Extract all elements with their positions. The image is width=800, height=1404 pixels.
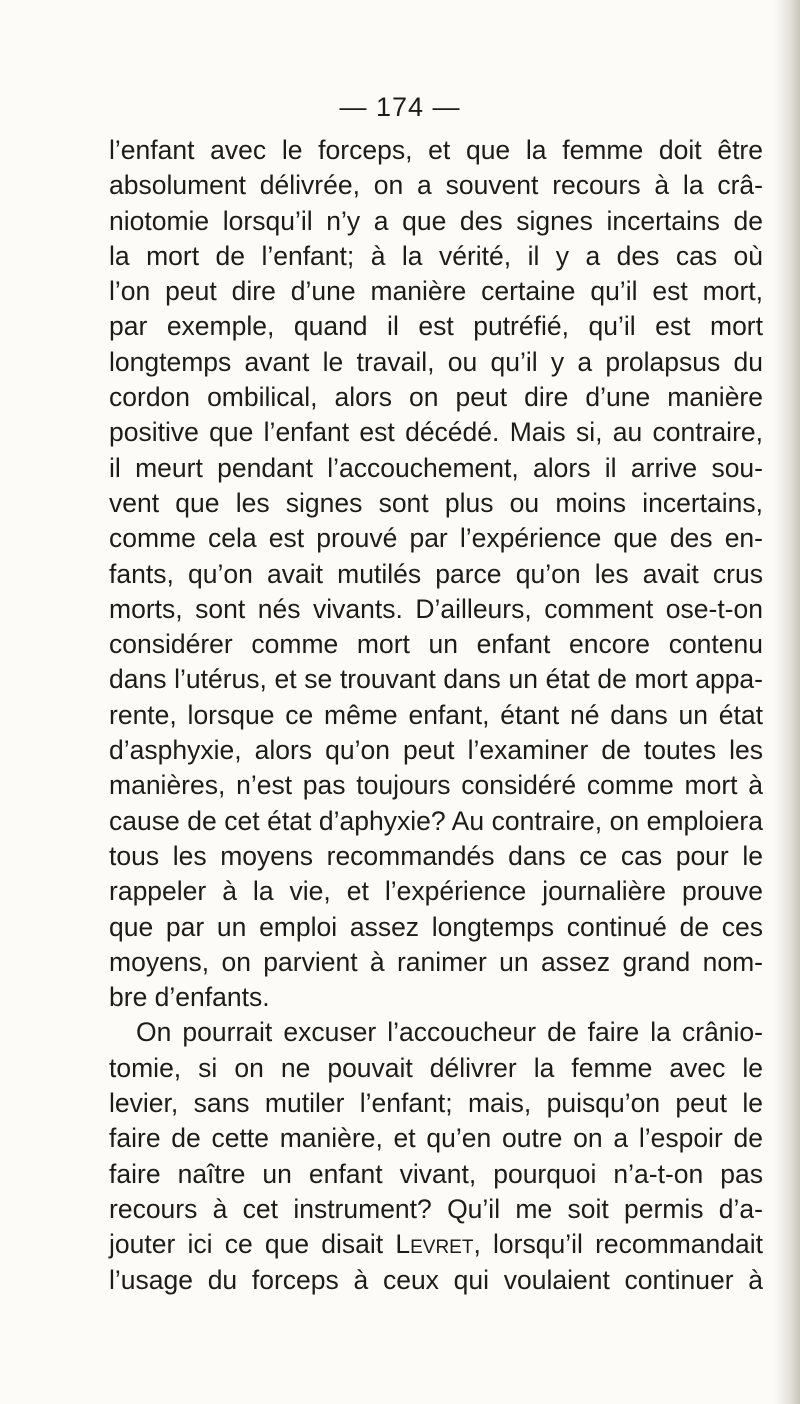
text-line: rente, lorsque ce même enfant, étant né dans un état <box>109 699 763 730</box>
text-line: que par un emploi assez longtemps continué de ces <box>109 911 763 942</box>
text-line: l’usage du forceps à ceux qui voulaient continuer à <box>109 1264 763 1295</box>
text-line: manières, n’est pas toujours considéré comme mort à <box>109 770 763 801</box>
text-line: cordon ombilical, alors on peut dire d’une manière <box>109 382 763 413</box>
text-line: par exemple, quand il est putréfié, qu’il est mort <box>109 311 763 342</box>
text-run: , lorsqu’il recommandait <box>473 1229 763 1260</box>
text-line: recours à cet instrument? Qu’il me soit permis d’a- <box>109 1193 763 1224</box>
text-line: cause de cet état d’aphyxie? Au contraire, on emploiera <box>109 805 763 836</box>
text-line: vent que les signes sont plus ou moins incertains, <box>109 487 763 518</box>
paragraph <box>109 133 763 1015</box>
author-name: Levret <box>395 1229 474 1260</box>
text-line: fants, qu’on avait mutilés parce qu’on les avait crus <box>109 558 763 589</box>
text-line: moyens, on parvient à ranimer un assez grand nom- <box>109 946 763 977</box>
text-line: la mort de l’enfant; à la vérité, il y a des cas où <box>109 240 763 271</box>
text-line: l’enfant avec le forceps, et que la femme doit être <box>109 135 763 165</box>
body-text <box>109 133 763 1298</box>
paragraph <box>109 1015 763 1297</box>
text-line: faire naître un enfant vivant, pourquoi n’a-t-on pas <box>109 1158 763 1189</box>
text-line: bre d’enfants. <box>109 982 270 1013</box>
text-line: l’on peut dire d’une manière certaine qu’il est mort, <box>109 276 763 307</box>
text-run: jouter ici ce que disait <box>109 1229 384 1260</box>
text-line <box>109 1227 763 1262</box>
text-line: absolument délivrée, on a souvent recours à la crâ- <box>109 170 763 201</box>
text-line: d’asphyxie, alors qu’on peut l’examiner de toutes les <box>109 735 763 766</box>
text-line: levier, sans mutiler l’enfant; mais, puisqu’on peut le <box>109 1088 763 1119</box>
page-edge-shadow <box>774 0 800 1404</box>
text-line: positive que l’enfant est décédé. Mais si, au contraire, <box>109 417 763 448</box>
text-line: longtemps avant le travail, ou qu’il y a prolapsus du <box>109 346 763 377</box>
text-line: On pourrait excuser l’accoucheur de faire la crânio- <box>136 1017 763 1048</box>
text-line: il meurt pendant l’accouchement, alors il arrive sou- <box>109 452 763 483</box>
text-line: faire de cette manière, et qu’en outre on a l’espoir de <box>109 1123 763 1154</box>
text-line: niotomie lorsqu’il n’y a que des signes incertains de <box>109 205 763 236</box>
text-line: considérer comme mort un enfant encore contenu <box>109 629 763 660</box>
text-line: tous les moyens recommandés dans ce cas pour le <box>109 840 763 871</box>
text-line: morts, sont nés vivants. D’ailleurs, comment ose-t-on <box>109 593 763 624</box>
text-line: comme cela est prouvé par l’expérience que des en- <box>109 523 763 554</box>
text-line: rappeler à la vie, et l’expérience journalière prouve <box>109 876 763 907</box>
page-number: — 174 — <box>339 92 461 122</box>
text-line: dans l’utérus, et se trouvant dans un état de mort appa- <box>109 664 763 695</box>
text-line: tomie, si on ne pouvait délivrer la femme avec le <box>109 1052 763 1083</box>
